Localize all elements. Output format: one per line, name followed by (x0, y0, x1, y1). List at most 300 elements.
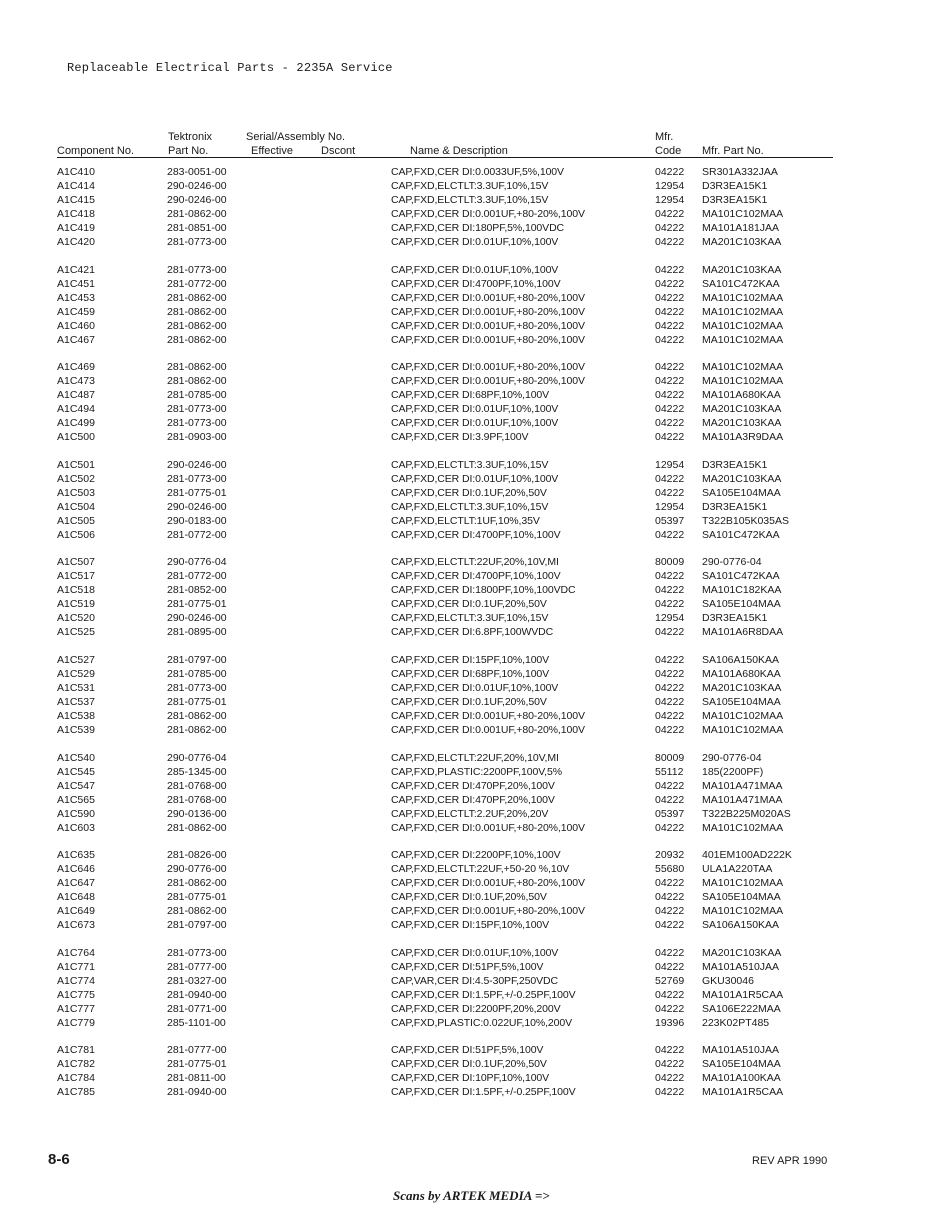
component-number: A1C518 (57, 584, 95, 597)
description: CAP,FXD,CER DI:4700PF,10%,100V (391, 570, 561, 583)
mfr-code: 04222 (655, 793, 685, 806)
mfr-code: 19396 (655, 1016, 685, 1029)
description: CAP,FXD,CER DI:0.001UF,+80-20%,100V (391, 319, 585, 332)
component-number: A1C635 (57, 849, 95, 862)
mfr-code: 04222 (655, 682, 685, 694)
table-row (0, 235, 950, 249)
component-number: A1C775 (57, 988, 95, 1001)
part-number: 281-0768-00 (167, 779, 227, 792)
part-number: 281-0772-00 (167, 528, 227, 541)
table-row (0, 709, 950, 723)
component-number: A1C771 (57, 960, 95, 973)
page-number: 8-6 (48, 1151, 70, 1168)
part-number: 281-0940-00 (167, 1086, 227, 1099)
table-row (0, 472, 950, 486)
description: CAP,FXD,CER DI:0.01UF,10%,100V (391, 403, 559, 416)
table-row (0, 793, 950, 807)
component-number: A1C673 (57, 919, 95, 932)
mfr-code: 04222 (655, 361, 685, 374)
mfr-code: 04222 (655, 222, 685, 234)
component-number: A1C453 (57, 291, 95, 304)
description: CAP,VAR,CER DI:4.5-30PF,250VDC (391, 974, 559, 987)
mfr-part-number: MA101A100KAA (702, 1072, 781, 1085)
mfr-code: 04222 (655, 598, 685, 611)
description: CAP,FXD,CER DI:0.001UF,+80-20%,100V (391, 724, 585, 736)
table-row (0, 611, 950, 625)
component-number: A1C505 (57, 514, 95, 527)
component-number: A1C459 (57, 305, 95, 318)
mfr-part-number: MA101A510JAA (702, 1044, 780, 1057)
mfr-code: 04222 (655, 891, 685, 904)
component-number: A1C414 (57, 180, 95, 192)
mfr-part-number: SA101C472KAA (702, 277, 780, 290)
description: CAP,FXD,CER DI:1.5PF,+/-0.25PF,100V (391, 1086, 576, 1099)
mfr-part-number: MA101C102MAA (702, 375, 784, 388)
description: CAP,FXD,CER DI:0.001UF,+80-20%,100V (391, 821, 585, 834)
mfr-code: 04222 (655, 946, 685, 959)
mfr-part-number: D3R3EA15K1 (702, 458, 768, 471)
component-number: A1C460 (57, 319, 95, 332)
mfr-part-number: MA101A471MAA (702, 793, 783, 806)
table-row (0, 305, 950, 319)
header-component: Component No. (57, 145, 135, 157)
table-row (0, 193, 950, 207)
table-row (0, 207, 950, 221)
part-number: 281-0775-01 (167, 1058, 227, 1071)
table-row (0, 360, 950, 374)
part-number: 281-0797-00 (167, 919, 227, 932)
description: CAP,FXD,CER DI:0.01UF,10%,100V (391, 236, 559, 248)
component-number: A1C469 (57, 361, 95, 374)
mfr-code: 04222 (655, 626, 685, 639)
mfr-code: 04222 (655, 166, 685, 178)
description: CAP,FXD,ELCTLT:22UF,20%,10V,MI (391, 751, 559, 764)
part-number: 281-0775-01 (167, 486, 227, 499)
description: CAP,FXD,ELCTLT:3.3UF,10%,15V (391, 458, 549, 471)
mfr-part-number: SA105E104MAA (702, 696, 781, 708)
table-row (0, 333, 950, 347)
description: CAP,FXD,PLASTIC:2200PF,100V,5% (391, 765, 562, 778)
table-row (0, 597, 950, 611)
table-row (0, 1085, 950, 1099)
mfr-part-number: MA101A1R5CAA (702, 988, 784, 1001)
table-row (0, 416, 950, 430)
mfr-code: 05397 (655, 807, 685, 820)
mfr-part-number: MA201C103KAA (702, 682, 782, 694)
mfr-part-number: MA101A680KAA (702, 389, 781, 402)
component-number: A1C503 (57, 486, 95, 499)
part-number: 281-0895-00 (167, 626, 227, 639)
table-row (0, 528, 950, 542)
mfr-code: 12954 (655, 180, 685, 192)
description: CAP,FXD,ELCTLT:2.2UF,20%,20V (391, 807, 549, 820)
mfr-code: 04222 (655, 905, 685, 918)
mfr-part-number: 290-0776-04 (702, 556, 762, 569)
component-number: A1C529 (57, 668, 95, 680)
description: CAP,FXD,CER DI:0.001UF,+80-20%,100V (391, 375, 585, 388)
component-number: A1C506 (57, 528, 95, 541)
mfr-code: 04222 (655, 877, 685, 890)
part-number: 281-0773-00 (167, 236, 227, 248)
header-code: Code (655, 145, 682, 157)
table-row (0, 1071, 950, 1085)
mfr-code: 12954 (655, 194, 685, 206)
part-number: 290-0136-00 (167, 807, 227, 820)
mfr-part-number: MA201C103KAA (702, 946, 782, 959)
table-row (0, 862, 950, 876)
part-number: 281-0862-00 (167, 305, 227, 318)
description: CAP,FXD,ELCTLT:3.3UF,10%,15V (391, 500, 549, 513)
part-number: 290-0246-00 (167, 612, 227, 625)
part-number: 281-0768-00 (167, 793, 227, 806)
component-number: A1C502 (57, 472, 95, 485)
mfr-part-number: MA101A181JAA (702, 222, 780, 234)
description: CAP,FXD,CER DI:2200PF,10%,100V (391, 849, 561, 862)
component-number: A1C785 (57, 1086, 95, 1099)
description: CAP,FXD,CER DI:1.5PF,+/-0.25PF,100V (391, 988, 576, 1001)
component-number: A1C415 (57, 194, 95, 206)
component-number: A1C467 (57, 333, 95, 346)
component-number: A1C649 (57, 905, 95, 918)
running-head: Replaceable Electrical Parts - 2235A Service (67, 61, 393, 75)
description: CAP,FXD,CER DI:470PF,20%,100V (391, 793, 555, 806)
table-row (0, 514, 950, 528)
description: CAP,FXD,CER DI:0.001UF,+80-20%,100V (391, 208, 585, 220)
description: CAP,FXD,CER DI:1800PF,10%,100VDC (391, 584, 576, 597)
mfr-code: 12954 (655, 458, 685, 471)
mfr-code: 04222 (655, 236, 685, 248)
mfr-part-number: MA101A6R8DAA (702, 626, 784, 639)
mfr-code: 12954 (655, 612, 685, 625)
part-number: 281-0862-00 (167, 877, 227, 890)
mfr-part-number: MA101C102MAA (702, 305, 784, 318)
mfr-code: 04222 (655, 208, 685, 220)
header-name: Name & Description (410, 145, 508, 157)
part-number: 281-0862-00 (167, 208, 227, 220)
part-number: 290-0776-00 (167, 863, 227, 876)
mfr-part-number: MA201C103KAA (702, 263, 782, 276)
mfr-part-number: 223K02PT485 (702, 1016, 770, 1029)
mfr-part-number: MA101A471MAA (702, 779, 783, 792)
table-row (0, 430, 950, 444)
component-number: A1C531 (57, 682, 95, 694)
part-number: 290-0246-00 (167, 500, 227, 513)
component-number: A1C603 (57, 821, 95, 834)
table-row (0, 319, 950, 333)
mfr-part-number: MA101C102MAA (702, 208, 784, 220)
component-number: A1C781 (57, 1044, 95, 1057)
table-row (0, 876, 950, 890)
part-number: 281-0862-00 (167, 710, 227, 722)
table-row (0, 1043, 950, 1057)
mfr-part-number: D3R3EA15K1 (702, 194, 768, 206)
mfr-code: 04222 (655, 305, 685, 318)
description: CAP,FXD,CER DI:0.1UF,20%,50V (391, 1058, 547, 1071)
component-number: A1C504 (57, 500, 95, 513)
part-number: 281-0797-00 (167, 654, 227, 666)
mfr-part-number: 290-0776-04 (702, 751, 762, 764)
description: CAP,FXD,CER DI:0.01UF,10%,100V (391, 472, 559, 485)
mfr-code: 04222 (655, 988, 685, 1001)
scan-credit: Scans by ARTEK MEDIA => (393, 1188, 550, 1203)
component-number: A1C540 (57, 751, 95, 764)
mfr-part-number: MA201C103KAA (702, 403, 782, 416)
mfr-part-number: MA201C103KAA (702, 417, 782, 430)
description: CAP,FXD,CER DI:0.001UF,+80-20%,100V (391, 333, 585, 346)
table-row (0, 555, 950, 569)
description: CAP,FXD,CER DI:0.001UF,+80-20%,100V (391, 305, 585, 318)
description: CAP,FXD,CER DI:10PF,10%,100V (391, 1072, 550, 1085)
description: CAP,FXD,ELCTLT:3.3UF,10%,15V (391, 612, 549, 625)
part-number: 281-0773-00 (167, 263, 227, 276)
description: CAP,FXD,CER DI:180PF,5%,100VDC (391, 222, 565, 234)
part-number: 281-0773-00 (167, 417, 227, 430)
mfr-part-number: SA106A150KAA (702, 654, 780, 666)
component-number: A1C421 (57, 263, 95, 276)
mfr-part-number: MA101A680KAA (702, 668, 781, 680)
mfr-part-number: MA101A510JAA (702, 960, 780, 973)
mfr-code: 04222 (655, 668, 685, 680)
mfr-code: 80009 (655, 556, 685, 569)
table-row (0, 486, 950, 500)
mfr-part-number: MA101C102MAA (702, 724, 784, 736)
part-number: 281-0826-00 (167, 849, 227, 862)
component-number: A1C507 (57, 556, 95, 569)
description: CAP,FXD,ELCTLT:3.3UF,10%,15V (391, 194, 549, 206)
mfr-code: 04222 (655, 919, 685, 932)
component-number: A1C539 (57, 724, 95, 736)
component-number: A1C565 (57, 793, 95, 806)
table-row (0, 653, 950, 667)
mfr-code: 04222 (655, 821, 685, 834)
description: CAP,FXD,CER DI:0.1UF,20%,50V (391, 598, 547, 611)
mfr-part-number: ULA1A220TAA (702, 863, 773, 876)
mfr-code: 04222 (655, 570, 685, 583)
table-row (0, 221, 950, 235)
header-effective: Effective (251, 145, 293, 157)
part-number: 281-0862-00 (167, 375, 227, 388)
mfr-code: 04222 (655, 389, 685, 402)
description: CAP,FXD,PLASTIC:0.022UF,10%,200V (391, 1016, 573, 1029)
table-row (0, 765, 950, 779)
component-number: A1C782 (57, 1058, 95, 1071)
part-number: 281-0862-00 (167, 905, 227, 918)
component-number: A1C473 (57, 375, 95, 388)
table-row (0, 625, 950, 639)
component-number: A1C784 (57, 1072, 95, 1085)
part-number: 281-0773-00 (167, 403, 227, 416)
mfr-code: 04222 (655, 1002, 685, 1015)
mfr-code: 20932 (655, 849, 685, 862)
part-number: 281-0775-01 (167, 598, 227, 611)
mfr-code: 04222 (655, 528, 685, 541)
part-number: 281-0862-00 (167, 333, 227, 346)
part-number: 281-0772-00 (167, 277, 227, 290)
table-row (0, 458, 950, 472)
table-row (0, 904, 950, 918)
description: CAP,FXD,ELCTLT:1UF,10%,35V (391, 514, 540, 527)
description: CAP,FXD,CER DI:15PF,10%,100V (391, 919, 550, 932)
mfr-code: 04222 (655, 654, 685, 666)
table-row (0, 1016, 950, 1030)
mfr-part-number: D3R3EA15K1 (702, 612, 768, 625)
table-row (0, 821, 950, 835)
description: CAP,FXD,CER DI:0.001UF,+80-20%,100V (391, 905, 585, 918)
table-row (0, 723, 950, 737)
component-number: A1C519 (57, 598, 95, 611)
part-number: 290-0246-00 (167, 194, 227, 206)
mfr-code: 04222 (655, 431, 685, 444)
description: CAP,FXD,CER DI:68PF,10%,100V (391, 668, 550, 680)
mfr-code: 04222 (655, 333, 685, 346)
mfr-part-number: GKU30046 (702, 974, 754, 987)
mfr-code: 04222 (655, 417, 685, 430)
table-row (0, 402, 950, 416)
table-row (0, 277, 950, 291)
part-number: 281-0903-00 (167, 431, 227, 444)
table-row (0, 374, 950, 388)
part-number: 281-0862-00 (167, 361, 227, 374)
header-mfr-part: Mfr. Part No. (702, 145, 764, 157)
description: CAP,FXD,CER DI:2200PF,20%,200V (391, 1002, 561, 1015)
mfr-part-number: MA101C102MAA (702, 821, 784, 834)
component-number: A1C418 (57, 208, 95, 220)
part-number: 281-0862-00 (167, 821, 227, 834)
description: CAP,FXD,CER DI:4700PF,10%,100V (391, 277, 561, 290)
description: CAP,FXD,CER DI:0.1UF,20%,50V (391, 486, 547, 499)
component-number: A1C499 (57, 417, 95, 430)
description: CAP,FXD,CER DI:6.8PF,100WVDC (391, 626, 554, 639)
part-number: 281-0773-00 (167, 472, 227, 485)
part-number: 290-0776-04 (167, 556, 227, 569)
table-row (0, 695, 950, 709)
mfr-code: 04222 (655, 724, 685, 736)
description: CAP,FXD,CER DI:3.9PF,100V (391, 431, 529, 444)
description: CAP,FXD,CER DI:0.01UF,10%,100V (391, 682, 559, 694)
part-number: 281-0862-00 (167, 724, 227, 736)
part-number: 281-0771-00 (167, 1002, 227, 1015)
part-number: 281-0773-00 (167, 946, 227, 959)
component-number: A1C590 (57, 807, 95, 820)
mfr-part-number: SA106E222MAA (702, 1002, 781, 1015)
header-mfr: Mfr. (655, 131, 674, 143)
part-number: 290-0246-00 (167, 458, 227, 471)
component-number: A1C494 (57, 403, 95, 416)
mfr-part-number: D3R3EA15K1 (702, 180, 768, 192)
part-number: 281-0862-00 (167, 319, 227, 332)
part-number: 281-0777-00 (167, 1044, 227, 1057)
part-number: 281-0785-00 (167, 668, 227, 680)
component-number: A1C487 (57, 389, 95, 402)
mfr-code: 12954 (655, 500, 685, 513)
table-row (0, 848, 950, 862)
mfr-part-number: SA106A150KAA (702, 919, 780, 932)
table-row (0, 960, 950, 974)
mfr-code: 04222 (655, 291, 685, 304)
component-number: A1C525 (57, 626, 95, 639)
component-number: A1C764 (57, 946, 95, 959)
description: CAP,FXD,CER DI:0.001UF,+80-20%,100V (391, 291, 585, 304)
mfr-code: 04222 (655, 696, 685, 708)
table-row (0, 946, 950, 960)
mfr-part-number: MA101A3R9DAA (702, 431, 784, 444)
mfr-part-number: T322B225M020AS (702, 807, 791, 820)
table-row (0, 1057, 950, 1071)
description: CAP,FXD,CER DI:4700PF,10%,100V (391, 528, 561, 541)
component-number: A1C647 (57, 877, 95, 890)
component-number: A1C547 (57, 779, 95, 792)
mfr-code: 04222 (655, 375, 685, 388)
part-number: 281-0775-01 (167, 891, 227, 904)
part-number: 281-0811-00 (167, 1072, 226, 1085)
mfr-code: 04222 (655, 960, 685, 973)
part-number: 281-0852-00 (167, 584, 227, 597)
mfr-part-number: SR301A332JAA (702, 166, 778, 178)
table-row (0, 179, 950, 193)
description: CAP,FXD,CER DI:0.01UF,10%,100V (391, 946, 559, 959)
description: CAP,FXD,CER DI:470PF,20%,100V (391, 779, 555, 792)
component-number: A1C517 (57, 570, 95, 583)
header-part: Part No. (168, 145, 209, 157)
component-number: A1C527 (57, 654, 95, 666)
mfr-part-number: T322B105K035AS (702, 514, 789, 527)
mfr-part-number: SA105E104MAA (702, 598, 781, 611)
table-row (0, 263, 950, 277)
table-row (0, 667, 950, 681)
table-row (0, 974, 950, 988)
component-number: A1C420 (57, 236, 95, 248)
mfr-part-number: MA101C102MAA (702, 319, 784, 332)
table-row (0, 291, 950, 305)
mfr-part-number: MA101C102MAA (702, 710, 784, 722)
mfr-code: 04222 (655, 1058, 685, 1071)
component-number: A1C501 (57, 458, 95, 471)
table-row (0, 569, 950, 583)
part-number: 283-0051-00 (167, 166, 227, 178)
table-row (0, 890, 950, 904)
mfr-code: 04222 (655, 1086, 685, 1099)
mfr-part-number: SA105E104MAA (702, 1058, 781, 1071)
mfr-code: 04222 (655, 1072, 685, 1085)
mfr-part-number: MA101C102MAA (702, 905, 784, 918)
mfr-code: 52769 (655, 974, 685, 987)
header-rule (57, 157, 833, 158)
header-serial: Serial/Assembly No. (246, 131, 346, 143)
mfr-code: 04222 (655, 584, 685, 597)
mfr-code: 04222 (655, 472, 685, 485)
mfr-part-number: 401EM100AD222K (702, 849, 792, 862)
part-number: 290-0183-00 (167, 514, 227, 527)
mfr-part-number: MA201C103KAA (702, 236, 782, 248)
mfr-part-number: SA105E104MAA (702, 486, 781, 499)
table-row (0, 681, 950, 695)
description: CAP,FXD,CER DI:0.001UF,+80-20%,100V (391, 710, 585, 722)
component-number: A1C419 (57, 222, 95, 234)
table-row (0, 779, 950, 793)
description: CAP,FXD,CER DI:0.001UF,+80-20%,100V (391, 877, 585, 890)
revision-date: REV APR 1990 (752, 1155, 828, 1167)
mfr-part-number: MA101C102MAA (702, 333, 784, 346)
mfr-code: 05397 (655, 514, 685, 527)
mfr-part-number: D3R3EA15K1 (702, 500, 768, 513)
mfr-part-number: MA201C103KAA (702, 472, 782, 485)
component-number: A1C646 (57, 863, 95, 876)
part-number: 285-1101-00 (167, 1016, 226, 1029)
mfr-code: 04222 (655, 779, 685, 792)
description: CAP,FXD,CER DI:0.1UF,20%,50V (391, 696, 547, 708)
component-number: A1C774 (57, 974, 95, 987)
component-number: A1C779 (57, 1016, 95, 1029)
